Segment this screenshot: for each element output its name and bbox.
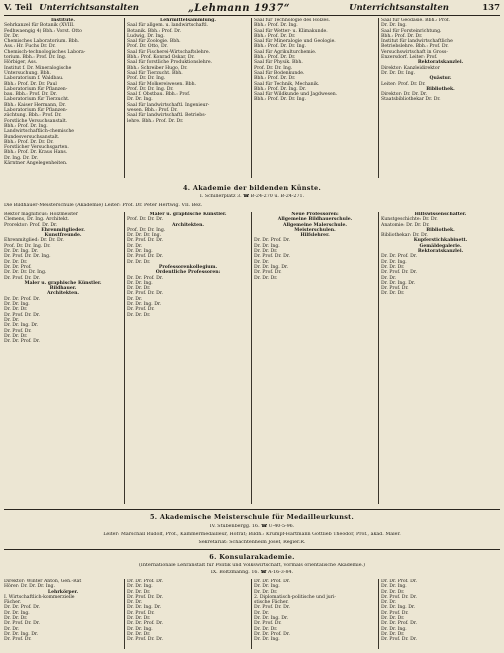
column-divider <box>124 579 125 649</box>
sec4-col-3 <box>254 212 376 504</box>
text-line: Dr. Dr. Dr. <box>127 286 151 292</box>
text-line: Ehrenmitglied: Dr. Dr. Dr. <box>4 238 64 244</box>
text-line: I. Wirtschaftlich-kommerzielle <box>4 594 75 600</box>
text-line: Rektoratskanzlei. <box>417 60 464 66</box>
text-line: Dr. Dr. Prof. Dr. <box>254 579 290 584</box>
section-5-address: IV. Stubenbergg. 16. ☎ U-40-5-96. <box>209 524 295 529</box>
section-rule <box>4 509 500 510</box>
text-line: Dr. Prof. Dr. <box>254 621 282 627</box>
text-line: Dr. Dr. Dr. <box>381 291 405 297</box>
text-line: Versuchswirtschaft in Gross- <box>381 49 448 55</box>
text-line: Dr. Dr. Prof. <box>4 264 32 270</box>
column-divider <box>124 212 125 504</box>
text-line: Dr. Dr. Dr. <box>4 333 28 339</box>
text-line: Dr. Dr. Ing. <box>381 23 407 29</box>
text-line: Bbh.: Prof. Dr. Dr. Ing. <box>254 44 307 50</box>
text-line: Ordentliche Professoren: <box>155 270 221 276</box>
text-line: Dr. Dr. Dr. <box>381 616 405 622</box>
header-section-right: Unterrichtsanstalten <box>349 3 449 13</box>
text-line: Bbh.: Prof. Dr. Ing. Dr. <box>254 86 307 92</box>
text-line: Saal für Agrikulturchemie. <box>254 49 317 55</box>
text-line: Bbh.: Prof. Dr. Dr. Dr. <box>4 139 54 145</box>
text-line: Dr. Dr. Prof. Dr. <box>381 579 417 584</box>
sec6-col-4 <box>381 579 500 649</box>
text-line: Dr. Dr. Ing. Dr. <box>254 616 289 622</box>
text-line: Bibliothek. <box>426 86 455 92</box>
text-line: Bbh.: Prof. Dr. Dr. <box>254 33 296 39</box>
text-line: Bbh.: Prof. Konrad Oskar, Dr. <box>127 55 195 61</box>
text-line: Dr. Prof. Dr. Dr. <box>254 605 290 611</box>
text-line: Dr. Dr. Ing. Dr. <box>4 631 39 637</box>
header-section-left: Unterrichtsanstalten <box>39 3 139 13</box>
text-line: Bbh.: Prof. Dr. Dr. <box>254 55 296 61</box>
section-5-leader: Leiter: Marschall Rudolf, Prof., Kammermedailleur, Hofrat; Bildh.: Krumpf-Hartmann Gottlieb Theodor, Prof., akad. Maler. <box>103 532 401 537</box>
text-line: Dr. Dr. Ing. <box>254 584 280 590</box>
text-line: Prorektor: Prof. Dr. Dr. <box>4 222 58 228</box>
text-line: Dr. Prof. Dr. Dr. <box>4 312 40 318</box>
text-line: Bundesversuchsanstalt. <box>4 134 60 140</box>
text-line: wesen. Bbh.: Prof. Dr. <box>127 108 178 114</box>
text-line: Dr. Prof. Dr. Dr. <box>4 621 40 627</box>
section-5-secretary: Sekretariat: Schachtenheim Josef, Regier.R. <box>198 540 306 545</box>
text-line: Dr. Dr. Dr. <box>254 275 278 281</box>
text-line: Allgemeine Malerschule. <box>282 222 348 228</box>
text-line: Kunstgeschichte: Dr. Dr. <box>381 217 438 223</box>
text-line: Dr. Dr. <box>4 317 20 323</box>
text-line: Dr. Prof. Dr. Dr. <box>4 275 40 281</box>
text-line: Bbh.: Prof. Dr. Dr. Paul <box>4 81 57 87</box>
text-line: Sehrkanzel für Botanik (XVIII. <box>4 23 75 29</box>
text-line: Bbh.: Kaiser Hermann, Dr. <box>4 102 66 108</box>
text-line: Dr. Dr. Ing. <box>381 626 407 632</box>
text-line: Hilfslehrer. <box>300 233 330 239</box>
text-line: Prof. Dr. Dr. Dr. <box>127 217 163 223</box>
text-line: Dr. Dr. Prof. Dr. <box>4 605 40 611</box>
text-line: Dr. Dr. Dr. Ing. <box>381 70 416 76</box>
text-line: Lehrkörper. <box>47 589 79 595</box>
text-line: Dr. Dr. Dr. <box>127 259 151 265</box>
text-line: Dr. Dr. Dr. <box>127 312 151 318</box>
text-line: Bbh.: Schreiber Hugo, Dr. <box>127 65 188 71</box>
text-line: Botanik. Bbh.: Prof. Dr. <box>127 28 181 34</box>
text-line: Saal für Zoologie. Bbh. <box>127 39 181 45</box>
text-line: Bbh.: Prof. Dr. Dr. <box>254 76 296 82</box>
text-line: Gemäldegalerie. <box>419 243 462 249</box>
text-line: Dr. Prof. Dr. Dr. <box>127 254 163 260</box>
section-6-subtitle: (Internationale Lehranstalt für Politik und Volkswirtschaft, vormals orientalische Akademie.) <box>139 563 365 568</box>
text-line: Saal für Forsteinrichtung. <box>381 28 442 34</box>
text-line: Dr. Dr. <box>4 626 20 632</box>
text-line: Betriebslehre. Bbh.: Prof. Dr. <box>381 44 449 50</box>
text-line: Dr. Ing. Dr. Dr. <box>4 155 39 161</box>
text-line: Bibliothekar: Dr. Dr. <box>381 233 428 239</box>
text-line: Dr. Dr. <box>4 33 20 39</box>
text-line: Quästur. <box>429 76 452 82</box>
text-line: Fächer. <box>4 600 22 606</box>
section-4-address: I. Schillerplatz 3. ☎ B-24-270 u. B-24-271. <box>199 194 305 199</box>
text-line: Dr. Dr. Dr. <box>127 631 151 637</box>
text-line: Hörer: Dr. Dr. Dr. Ing. <box>4 584 55 590</box>
column-divider <box>251 18 252 178</box>
section-4-title: 4. Akademie der bildenden Künste. <box>182 184 322 192</box>
section-6-address: IX. Boltzmanng. 16. ☎ A-16-3-84. <box>210 570 294 575</box>
header-rule <box>4 15 500 16</box>
text-line: Saal für forstliche Produktionslehre. <box>127 60 213 66</box>
sec6-col-2 <box>127 579 249 649</box>
text-line: Dr. Dr. Dr. <box>4 259 28 265</box>
text-line: Maler u. graphische Künstler. <box>24 280 102 286</box>
text-line: Bildhauer. <box>49 286 77 292</box>
text-line: Chemisch-technologisches Labora- <box>4 49 86 55</box>
text-line: Laboratorium f. Waldbau. <box>4 76 64 82</box>
text-line: 2. Diplomatisch-politische und juri- <box>254 594 336 600</box>
top-col-1 <box>4 18 122 178</box>
text-line: Dr. Prof. Dr. Dr. <box>381 637 417 643</box>
text-line: Anatomie: Dr. Dr. Dr. <box>381 222 430 228</box>
text-line: Dr. Dr. <box>381 600 397 606</box>
text-line: Forstliche Versuchsanstalt. <box>4 118 68 124</box>
text-line: Bbh.: Prof. Dr. Dr. Ing. <box>254 97 307 103</box>
text-line: Lehrmittelsammlung. <box>160 18 216 23</box>
text-line: Dr. Dr. Ing. <box>127 280 153 286</box>
text-line: Saal für Molkereiwesen. Bbh. <box>127 81 197 87</box>
text-line: Hörbiger, Ass. <box>4 60 38 66</box>
top-col-4 <box>381 18 500 178</box>
section-6-title: 6. Konsularakademie. <box>209 553 295 561</box>
text-line: Saal f. Obstbau. Bbh.: Prof. <box>127 92 191 98</box>
text-line: Saal für allgem. u. landwirtschaftl. <box>127 23 209 29</box>
text-line: Dr. Dr. Dr. <box>254 589 278 595</box>
text-line: Bbh.: Prof. Dr. Ing. <box>254 23 298 29</box>
text-line: Dr. Prof. Dr. <box>381 610 409 616</box>
text-line: Ehrenmitglieder. <box>41 227 85 233</box>
text-line: Dr. Dr. Dr. <box>381 264 405 270</box>
running-header <box>4 2 500 14</box>
text-line: Dr. Dr. <box>127 296 143 302</box>
text-line: Hilfswissenschafter. <box>414 212 467 217</box>
text-line: Dr. Dr. Ing. Dr. <box>381 280 416 286</box>
text-line: Staatsbibliothekar Dr. Dr. <box>381 97 441 103</box>
text-line: Dr. Dr. Ing. <box>254 243 280 249</box>
text-line: Dr. Prof. Dr. <box>4 328 32 334</box>
text-line: Laboratorium für Pflanzen- <box>4 86 68 92</box>
text-line: Kärntner Angelegenheiten. <box>4 161 68 167</box>
text-line: Architekten. <box>46 291 80 297</box>
text-line: Dr. Prof. Dr. Dr. <box>381 594 417 600</box>
text-line: Dr. Prof. Dr. Dr. <box>127 594 163 600</box>
text-line: Dr. Dr. Prof. Dr. <box>127 579 163 584</box>
text-line: Rektoratskanzlei. <box>417 249 464 255</box>
text-line: Dr. Prof. Dr. <box>381 286 409 292</box>
top-col-2 <box>127 18 249 178</box>
text-line: Dr. Dr. <box>127 600 143 606</box>
text-line: Saal für Physik. Bbh. <box>254 60 303 66</box>
text-line: Dr. Prof. Dr. Dr. <box>127 291 163 297</box>
column-divider <box>124 18 125 178</box>
column-divider <box>251 579 252 649</box>
column-divider <box>378 18 379 178</box>
text-line: Dr. Dr. Ing. Dr. <box>127 605 162 611</box>
text-line: Saal für Technologie des Holzes. <box>254 18 331 23</box>
text-line: Dr. Prof. Dr. <box>127 610 155 616</box>
sec6-col-1 <box>4 579 122 649</box>
text-line: Direktor: Winter Anton, Geh.-Rat <box>4 579 82 584</box>
text-line: Architekten. <box>171 222 205 228</box>
text-line: Dr. Dr. Ing. Dr. <box>381 605 416 611</box>
text-line: Allgemeine Bildhauerschule. <box>277 217 353 223</box>
text-line: Dr. Dr. Prof. Dr. <box>4 296 40 302</box>
text-line: Dr. Prof. Dr. <box>254 270 282 276</box>
text-line: Ass.: Hr. Fuchs Dr. Dr. <box>4 44 56 50</box>
text-line: Dr. Dr. Dr. Dr. Ing. <box>4 270 47 276</box>
text-line: Dr. Dr. Dr. <box>254 249 278 255</box>
text-line: Forstlicher Versuchsgarten. <box>4 145 69 151</box>
text-line: Dr. Prof. Dr. Dr. Ing. <box>4 254 51 260</box>
text-line: Dr. Dr. Dr. <box>127 589 151 595</box>
text-line: Dr. Dr. Dr. <box>381 631 405 637</box>
text-line: Dr. Prof. Dr. <box>4 637 32 643</box>
text-line: Saal für Wetter- u. Klimakunde. <box>254 28 328 34</box>
text-line: Dr. Dr. Prof. Dr. <box>4 339 40 345</box>
text-line: Dr. Dr. Dr. <box>4 307 28 313</box>
text-line: Dr. Dr. Prof. Dr. <box>127 621 163 627</box>
page-number: 137 <box>482 3 500 13</box>
text-line: Dr. Dr. Ing. <box>381 259 407 265</box>
text-line: Dr. Dr. Prof. Dr. <box>381 254 417 260</box>
text-line: Kupferstichkabinett. <box>413 238 468 244</box>
text-line: Dr. Prof. Dr. Dr. <box>127 238 163 244</box>
text-line: Clemens, Dr. Ing. Architekt. <box>4 217 70 223</box>
text-line: Landwirtschaftlich-chemische <box>4 129 75 135</box>
text-line: Dr. Dr. Ing. <box>127 249 153 255</box>
section-5-title: 5. Akademische Meisterschule für Medailleurkunst. <box>149 513 355 521</box>
text-line: Dr. Dr. Prof. Dr. <box>381 621 417 627</box>
part-label: V. Teil <box>4 3 33 13</box>
column-divider <box>378 212 379 504</box>
text-line: Dr. Prof. Dr. Dr. <box>381 270 417 276</box>
text-line: Dr. Dr. Ing. Dr. <box>127 302 162 308</box>
text-line: Dr. Dr. <box>127 243 143 249</box>
text-line: Prof. Dr. Dr. Ing. <box>127 76 166 82</box>
text-line: Saal für Mineralogie und Geologie. <box>254 39 336 45</box>
text-line: Institut f. Dr. Mineralogische <box>4 65 72 71</box>
text-line: Saal für Bodenkunde. <box>254 70 305 76</box>
text-line: Dr. Dr. Prof. Dr. <box>254 631 290 637</box>
text-line: Dr. Dr. Ing. <box>127 97 153 103</box>
text-line: Saal für landwirtschaftl. Betriebs- <box>127 113 207 119</box>
top-col-3 <box>254 18 376 178</box>
text-line: züchtung. Bbh.: Prof. Dr. <box>4 113 62 119</box>
text-line: Dr. Dr. Ing. Dr. <box>254 264 289 270</box>
text-line: Dr. Prof. Dr. Dr. <box>254 254 290 260</box>
text-line: Direktor: Kanzleidirektor <box>381 65 440 71</box>
section-rule <box>4 549 500 550</box>
text-line: stische Fächer. <box>254 600 289 606</box>
text-line: Leiter: Prof. Dr. Dr. <box>381 81 426 87</box>
text-line: Saal für Technik, Mechanik. <box>254 81 320 87</box>
text-line: bau. Bbh.: Prof. Dr. Dr. <box>4 92 57 98</box>
text-line: Prof. Dr. Dr. Ing. Dr. <box>4 243 51 249</box>
column-divider <box>251 212 252 504</box>
text-line: Dr. Dr. Dr. <box>127 616 151 622</box>
text-line: Dr. Dr. Ing. Dr. <box>4 323 39 329</box>
text-line: Prof. Dr. Otto, Dr. <box>127 44 168 50</box>
text-line: Saal für Tierzucht. Bbh. <box>127 70 183 76</box>
text-line: Bbh.: Prof. Dr. Dr. <box>381 33 423 39</box>
text-line: Enzersdorf. Leiter: Prof. <box>381 55 438 61</box>
text-line: Dr. Prof. Dr. <box>127 307 155 313</box>
text-line: Saal für Geodäsie. Bbh.: Prof. <box>381 18 450 23</box>
text-line: Dr. Dr. Dr. <box>254 626 278 632</box>
text-line: Institute. <box>50 18 76 23</box>
text-line: Meisterschulen. <box>294 227 336 233</box>
text-line: Dr. Dr. Dr. <box>4 616 28 622</box>
text-line: Laboratorium für Pflanzen- <box>4 108 68 114</box>
text-line: Dr. Prof. Dr. Dr. <box>127 637 163 643</box>
text-line: Maler u. graphische Künstler. <box>149 212 227 217</box>
header-title: „Lehmann 1937“ <box>187 2 291 14</box>
text-line: Dr. Dr. Ing. <box>254 637 280 643</box>
text-line: Kunstfreunde. <box>44 233 82 239</box>
text-line: Dr. Dr. Dr. Ing. <box>127 233 162 239</box>
column-divider <box>378 579 379 649</box>
text-line: Dr. Dr. Prof. Dr. <box>127 275 163 281</box>
text-line: Bibliothek. <box>426 227 455 233</box>
text-line: Dr. Dr. Prof. Dr. <box>254 238 290 244</box>
section-4-subline: Die Bildhauer-Meisterschule (Akademie) Leiter: Prof. Dr. Peter Hertwig. VII. Bez. <box>4 203 203 208</box>
text-line: Bbh.: Prof. Dr. Ing. <box>4 123 48 129</box>
text-line: Saal für Wildkunde und Jagdwesen. <box>254 92 338 98</box>
text-line: Chemisches Laboratorium. Bbh. <box>4 39 80 45</box>
text-line: Ludwig, Dr. Ing. <box>127 33 165 39</box>
text-line: Fedhwaengig 4) Bbh.: Vorst. Otto <box>4 28 82 34</box>
text-line: Neue Professoren: <box>291 212 339 217</box>
text-line: Dr. Dr. Ing. <box>4 610 30 616</box>
text-line: Dr. Dr. Ing. <box>127 626 153 632</box>
text-line: Dr. Dr. Dr. <box>381 589 405 595</box>
text-line: Untersuchung. Bbh. <box>4 70 51 76</box>
text-line: Prof. Dr. Dr. Ing. Dr. <box>127 86 174 92</box>
text-line: Laboratorium für Tierzucht. <box>4 97 70 103</box>
text-line: Direktor: Dr. Dr. Dr. <box>381 92 428 98</box>
sec4-col-2 <box>127 212 249 504</box>
text-line: Saal für Fischerei-Wirtschaftslehre. <box>127 49 211 55</box>
text-line: Dr. Dr. Ing. <box>4 302 30 308</box>
text-line: Dr. Dr. <box>381 275 397 281</box>
sec4-col-1 <box>4 212 122 504</box>
text-line: lehre. Bbh.: Prof. Dr. Dr. <box>127 118 184 124</box>
sec6-col-3 <box>254 579 376 649</box>
text-line: Dr. Dr. <box>254 259 270 265</box>
text-line: torium. Bbh.: Prof. Dr. Ing. <box>4 55 67 61</box>
text-line: Saal für landwirtschaftl. Ingenieur- <box>127 102 210 108</box>
text-line: Professorenkollegium. <box>158 264 218 270</box>
text-line: Dr. Dr. Ing. Dr. <box>4 249 39 255</box>
text-line: Bbh.: Prof. Dr. Kraus Hans. <box>4 150 68 156</box>
text-line: Institut für landwirtschaftliche <box>381 39 453 45</box>
text-line: Prof. Dr. Dr. Ing. <box>254 65 293 71</box>
text-line: Dr. Dr. Ing. <box>381 584 407 590</box>
text-line: Prof. Dr. Dr. Ing. <box>127 227 166 233</box>
sec4-col-4 <box>381 212 500 504</box>
text-line: Dr. Dr. <box>254 610 270 616</box>
text-line: Dr. Dr. Ing. <box>127 584 153 590</box>
text-line: Rektor magnificus: Holzmeister <box>4 212 78 217</box>
